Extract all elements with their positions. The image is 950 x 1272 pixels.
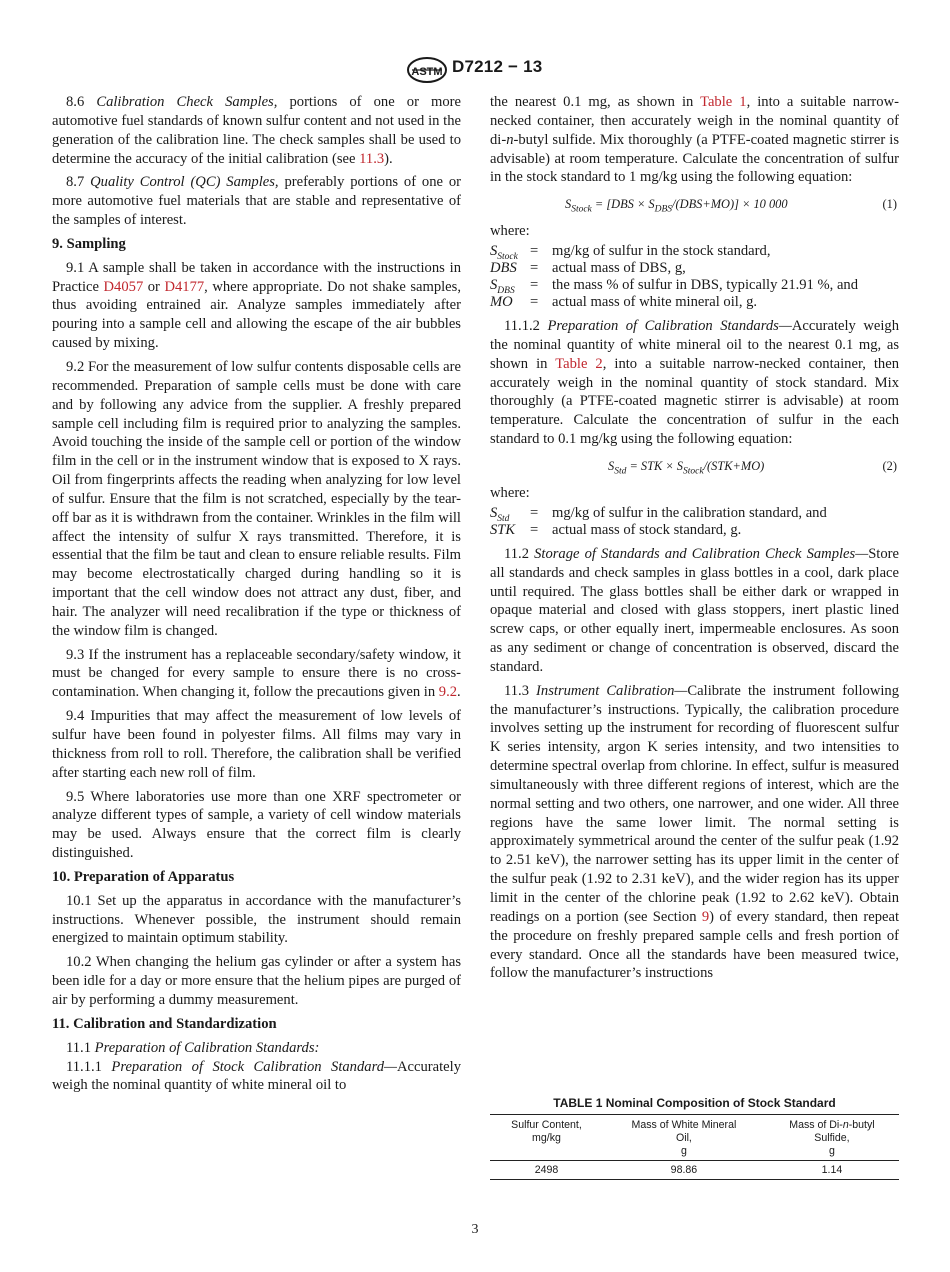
equation-2 <box>490 454 899 480</box>
variable-row: STK = actual mass of stock standard, g. <box>490 521 742 538</box>
paragraph-8-7: 8.7 Quality Control (QC) Samples, preferably portions of one or more automotive fuel materials that are stable and representative of the samples of interest. <box>52 174 462 229</box>
variable-row: $S_{Std}$ = mg/kg of sulfur in the calibration standard, and <box>490 504 827 524</box>
paragraph-11-1: 11.1 Preparation of Calibration Standards: <box>66 1039 320 1056</box>
variable-row: $S_{DBS}$ = the mass % of sulfur in DBS, typically 21.91 %, and <box>490 277 859 296</box>
where-label-2: where: <box>490 484 530 501</box>
link-9-2[interactable]: 9.2 <box>438 684 458 701</box>
astm-logo-text: ASTM <box>411 66 443 78</box>
section-heading-apparatus: 10. Preparation of Apparatus <box>52 868 235 885</box>
link-d4177[interactable]: D4177 <box>164 278 205 295</box>
equation-1-number: (1) <box>882 197 897 212</box>
link-table-1[interactable]: Table 1 <box>700 94 747 110</box>
paragraph-9-3: 9.3 If the instrument has a replaceable secondary/safety window, it must be changed for every sample to ensure there is no cross-contamination. When changing it, follow the precautions given in 9.2. <box>52 646 461 701</box>
equation-2-body: $S_{Std}$ = STK × $S_{Stock}/(STK+MO)$ <box>608 458 765 477</box>
paragraph-9-4: 9.4 Impurities that may affect the measurement of low levels of sulfur have been found in polyester films. All films may vary in thickness from roll to roll. Therefore, the calibration shall be verified after starting each new roll of film. <box>52 708 461 781</box>
page-header <box>0 56 950 84</box>
paragraph-11-1-2: 11.1.2 Preparation of Calibration Standards—Accurately weigh the nominal quantity of white mineral oil to the nearest 0.1 mg, as shown in Table 2, into a suitable narrow-necked container, then accurately weigh in the nominal quantity of stock standard. Mix thoroughly (a PTFE-coated magnetic stirrer is advisable) at room temperature. Calculate the concentration of sulfur in the each standard to 0.1 mg/kg using the following equation: <box>490 318 899 448</box>
paragraph-10-1: 10.1 Set up the apparatus in accordance with the manufacturer’s instructions. Whenever possible, the instrument should remain energized to maintain optimum stability. <box>52 892 461 947</box>
table-1-grid <box>490 1114 899 1180</box>
table-cell: 2498 <box>534 1164 559 1176</box>
table-header-row <box>490 1115 899 1161</box>
paragraph-11-2: 11.2 Storage of Standards and Calibration Check Samples—Store all standards and check samples in glass bottles in a cool, dark place until required. The glass bottles shall be either dark or wrapped in opaque material and closed with glass stoppers, inert plastic lined screw caps, or other equally inert, impermeable enclosures. As soon as any sediment or change of concentration is observed, discard the standard. <box>490 545 899 675</box>
paragraph-11-3: 11.3 Instrument Calibration—Calibrate the instrument following the manufacturer’s instructions. Typically, the calibration procedure involves setting up the instrument for recording of fluorescent sulfur K series intensity, argon K series intensity, and two intensities to determine spectral overlap from chlorine. In effect, sulfur is measured simultaneously with three different regions of interest, which are the normal setting and two others, one narrower, and one wider. All three regions have the same lower limit. The normal setting is approximately symmetrical around the center of the sulfur peak (1.92 to 2.51 keV), the narrower setting has its upper limit in the center of the sulfur peak (1.92 to 2.31 keV), and the wider region has its upper limit in the center of the chlorine peak (1.92 to 2.62 keV). Obtain readings on a portion (see Section 9) of every standard, then repeat the procedure on freshly prepared sample cells and fresh portion of every standard. Once all the standards have been measured twice, follow the manufacturer’s instructions <box>490 682 900 982</box>
variable-row: MO = actual mass of white mineral oil, g. <box>490 294 758 311</box>
table-header-cell: Sulfur Content, mg/kg <box>511 1119 582 1144</box>
table-cell: 1.14 <box>821 1164 843 1176</box>
paragraph-9-5: 9.5 Where laboratories use more than one XRF spectrometer or analyze different types of sample, a variety of cell window materials may be used. Always ensure that the correct film is clearly distinguished. <box>52 788 461 862</box>
equation-1-body: $S_{Stock} = [DBS \times S_{DBS}/(DBS+MO)] \times 10$ 000 <box>565 197 788 215</box>
link-11-3[interactable]: 11.3 <box>359 150 385 167</box>
document-id: D7212 − 13 <box>452 57 543 76</box>
left-column <box>52 93 461 1100</box>
table-row <box>490 1161 899 1180</box>
variable-row: $S_{Stock}$ = mg/kg of sulfur in the stock standard, <box>490 243 771 262</box>
table-header-cell: Mass of White Mineral Oil, g <box>631 1119 737 1157</box>
variable-row: DBS = actual mass of DBS, g, <box>490 260 686 277</box>
table-header-cell: Mass of Di-n-butyl Sulfide, g <box>789 1119 875 1157</box>
section-heading-calibration: 11. Calibration and Standardization <box>52 1015 277 1032</box>
variable-list-1 <box>490 243 899 311</box>
paragraph-11-1-1-continued: the nearest 0.1 mg, as shown in Table 1, into a suitable narrow-necked container, then accurately weigh in the nominal quantity of di-n-butyl sulfide. Mix thoroughly (a PTFE-coated magnetic stirrer is advisable) at room temperature. Calculate the concentration of sulfur in the stock standard to 1 mg/kg using the following equation: <box>490 94 899 186</box>
page-number: 3 <box>471 1222 479 1237</box>
table-1 <box>490 1096 899 1180</box>
paragraph-9-2: 9.2 For the measurement of low sulfur contents disposable cells are recommended. Preparation of sample cells must be done with care and by following any advice from the supplier. A freshly prepared sample cell including film is required prior to analyzing the samples. Avoid touching the inside of the sample cell or portion of the window film in the cell or in the instrument window that is exposed to X rays. Oil from fingerprints affects the reading when analyzing for low level of sulfur. Ensure that the film is not scratched, especially by the tear-off bar as it is withdrawn from the container. Wrinkles in the film will affect the intensity of sulfur X rays transmitted. Therefore, it is essential that the film be taut and clean to ensure reliable results. Film may become electrostatically charged during handling so it is important that the cell window does not attract any dust, fiber, and hair. The analyzer will need recalibration if the type or thickness of the window film is changed. <box>52 358 461 639</box>
paragraph-11-1-1: 11.1.1 Preparation of Stock Calibration Standard—Accurately weigh the nominal quantity of white mineral oil to <box>52 1058 462 1094</box>
equation-1 <box>490 192 899 218</box>
astm-logo-icon <box>406 56 448 84</box>
paragraph-10-2: 10.2 When changing the helium gas cylinder or after a system has been idle for a day or more ensure that the helium pipes are purged of air by performing a dummy measurement. <box>52 954 461 1008</box>
section-heading-sampling: 9. Sampling <box>52 235 126 252</box>
paragraph-8-6: 8.6 Calibration Check Samples, portions of one or more automotive fuel standards of known sulfur content and not used in the generation of the calibration line. The check samples shall be used to determine the accuracy of the initial calibration (see 11.3). <box>52 94 462 167</box>
link-d4057[interactable]: D4057 <box>103 278 144 295</box>
link-table-2[interactable]: Table 2 <box>555 355 603 372</box>
table-cell: 98.86 <box>670 1164 698 1176</box>
equation-2-number: (2) <box>882 458 897 473</box>
variable-list-2 <box>490 505 899 539</box>
link-section-9[interactable]: 9 <box>701 908 710 925</box>
where-label-1: where: <box>490 223 530 240</box>
paragraph-9-1: 9.1 A sample shall be taken in accordance with the instructions in Practice D4057 or D4177, where appropriate. Do not shake samples, thus avoiding entrained air. Analyze samples immediately after pouring into a sample cell and allowing the escape of the air bubbles caused by mixing. <box>52 259 461 352</box>
table-1-title: TABLE 1 Nominal Composition of Stock Standard <box>553 1096 836 1110</box>
right-column <box>490 93 899 988</box>
